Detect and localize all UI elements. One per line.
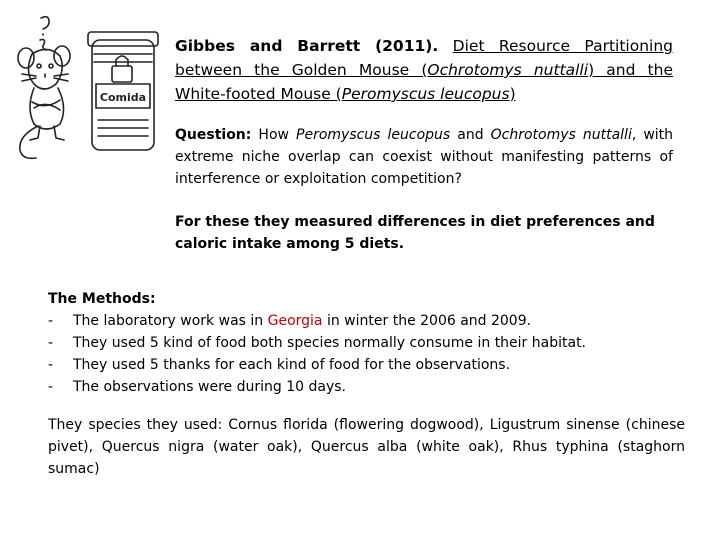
methods-section: [48, 288, 688, 398]
question-label: Question:: [175, 127, 252, 143]
question-species-2: Ochrotomys nuttalli: [490, 127, 632, 143]
title-text-1: Diet Resource Partitioning between the Golden Mouse (: [175, 37, 673, 79]
mouse-cartoon-icon: [8, 10, 168, 170]
methods-item: [48, 354, 688, 376]
methods-location-highlight: Georgia: [267, 313, 323, 329]
question-text-2: and: [457, 127, 484, 143]
measurement-statement: For these they measured differences in diet preferences and caloric intake among 5 diets.: [175, 214, 655, 252]
species-list-paragraph: They species they used: Cornus florida (flowering dogwood), Ligustrum sinense (chinese pivet), Quercus nigra (water oak), Quercus alba (white oak), Rhus typhina (staghorn sumac): [48, 417, 685, 477]
question-text-3: , with extreme niche overlap can coexist without manifesting patterns of interference or exploitation competition?: [175, 127, 674, 187]
methods-list: [48, 310, 688, 398]
methods-title: The Methods:: [48, 291, 156, 307]
citation-authors: Gibbes and Barrett (2011).: [175, 37, 439, 55]
list-bullet: -: [48, 379, 54, 395]
title-text-3: ): [509, 85, 516, 103]
jar-label: Comida: [99, 91, 147, 104]
list-bullet: -: [48, 335, 54, 351]
methods-item-1-text: The laboratory work was in: [73, 313, 264, 329]
methods-item-4-text: The observations were during 10 days.: [73, 379, 346, 395]
question-species-1: Peromyscus leucopus: [296, 127, 451, 143]
title-species-2: Peromyscus leucopus: [341, 85, 510, 103]
methods-item: [48, 332, 688, 354]
paper-citation: [175, 34, 673, 106]
methods-item: [48, 376, 688, 398]
title-text-2: ) and the White-footed Mouse (: [175, 61, 673, 103]
question-text-1: How: [258, 127, 289, 143]
methods-item: [48, 310, 688, 332]
title-species-1: Ochrotomys nuttalli: [427, 61, 589, 79]
research-question: [175, 124, 673, 190]
methods-item-3-text: They used 5 thanks for each kind of food for the observations.: [73, 357, 511, 373]
methods-item-2-text: They used 5 kind of food both species normally consume in their habitat.: [73, 335, 587, 351]
list-bullet: -: [48, 357, 54, 373]
methods-item-1-text-2: in winter the 2006 and 2009.: [326, 313, 532, 329]
list-bullet: -: [48, 313, 54, 329]
